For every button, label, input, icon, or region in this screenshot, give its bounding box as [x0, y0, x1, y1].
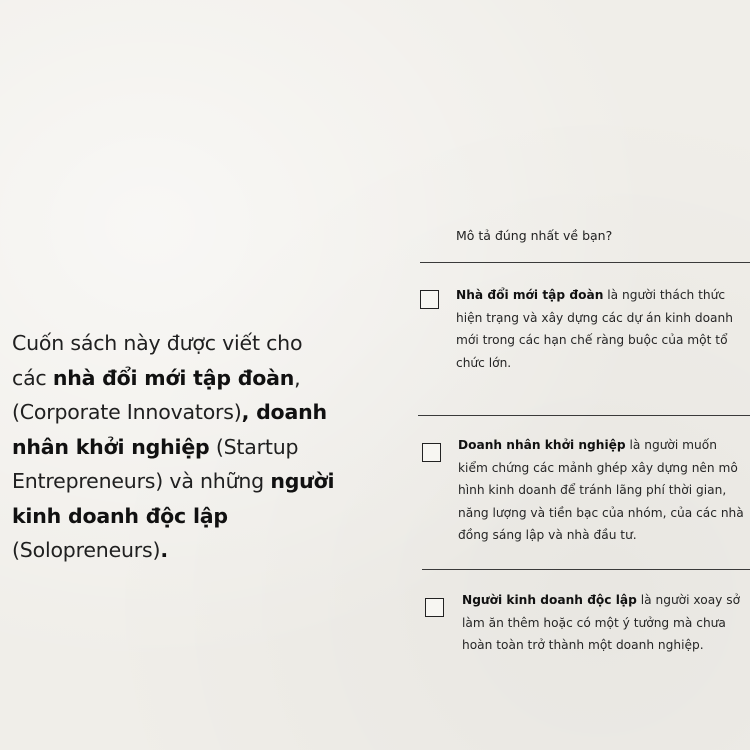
option-title-startup: Doanh nhân khởi nghiệp — [458, 438, 626, 452]
intro-period: . — [160, 538, 168, 562]
intro-bold-corporate: nhà đổi mới tập đoàn — [52, 365, 295, 390]
intro-bold-solo: người kinh doanh độc lập — [12, 469, 335, 528]
divider-top — [420, 262, 750, 263]
option-desc-solo: là người xoay sở làm ăn thêm hoặc có một ý tưởng mà chưa hoàn toàn trở thành một doanh nghiệp. — [462, 593, 741, 652]
checklist-question: Mô tả đúng nhất về bạn? — [456, 228, 613, 243]
intro-text-1: Cuốn sách này được viết cho các — [12, 331, 303, 390]
checkbox-startup-entrepreneur[interactable] — [422, 443, 441, 462]
divider-2 — [422, 569, 750, 570]
intro-text-2: , (Corporate Innovators) — [12, 365, 301, 424]
option-startup-entrepreneur — [458, 434, 748, 547]
option-desc-corporate: là người thách thức hiện trạng và xây dựng các dự án kinh doanh mới trong các hạn chế ràng buộc của một tổ chức lớn. — [456, 288, 733, 370]
intro-paragraph — [12, 326, 342, 568]
divider-1 — [418, 415, 750, 416]
checkbox-solopreneur[interactable] — [425, 598, 444, 617]
intro-bold-startup: , doanh nhân khởi nghiệp — [12, 400, 327, 459]
option-corporate-innovator — [456, 284, 748, 374]
option-desc-startup: là người muốn kiểm chứng các mảnh ghép xây dựng nên mô hình kinh doanh để tránh lãng phí thời gian, năng lượng và tiền bạc của nhóm, của các nhà đồng sáng lập và nhà đầu tư. — [458, 438, 744, 542]
option-title-solo: Người kinh doanh độc lập — [462, 593, 637, 607]
option-title-corporate: Nhà đổi mới tập đoàn — [456, 288, 604, 302]
checkbox-corporate-innovator[interactable] — [420, 290, 439, 309]
option-solopreneur — [462, 589, 748, 657]
intro-text-4: (Solopreneurs) — [12, 538, 161, 562]
intro-text-3: (Startup Entrepreneurs) và những — [12, 434, 299, 493]
